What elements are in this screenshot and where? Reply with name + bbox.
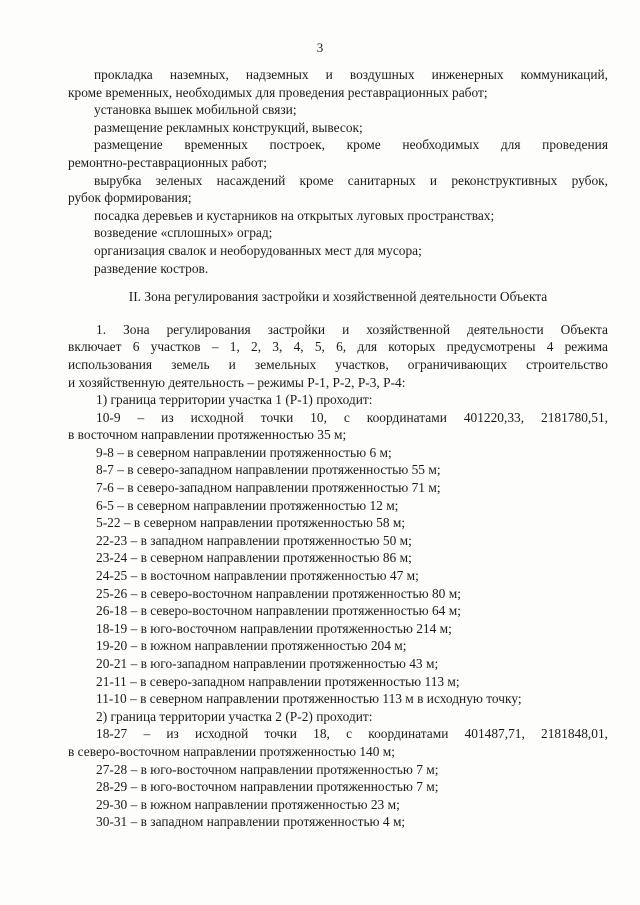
text-line: 22-23 – в западном направлении протяженностью 50 м;	[96, 532, 412, 548]
list-line: возведение «сплошных» оград;	[94, 225, 273, 241]
list-line: организация свалок и необорудованных мест для мусора;	[94, 242, 422, 258]
text-line: 18-19 – в юго-восточном направлении протяженностью 214 м;	[96, 620, 452, 636]
text-line: 30-31 – в западном направлении протяженностью 4 м;	[96, 814, 406, 830]
text-line: 10-9 – из исходной точки 10, с координатами 401220,33, 2181780,51,	[96, 409, 608, 425]
text-line: 1. Зона регулирования застройки и хозяйственной деятельности Объекта	[96, 321, 608, 337]
text-line: 11-10 – в северном направлении протяженностью 113 м в исходную точку;	[96, 691, 522, 707]
text-line: 6-5 – в северном направлении протяженностью 12 м;	[96, 497, 399, 513]
text-line: 27-28 – в юго-восточном направлении протяженностью 7 м;	[96, 761, 439, 777]
list-line: вырубка зеленых насаждений кроме санитарных и реконструктивных рубок,	[94, 172, 608, 188]
list-line: установка вышек мобильной связи;	[94, 102, 297, 118]
text-line: использования земель и земельных участков, ограничивающих строительство	[68, 356, 608, 372]
text-line: 21-11 – в северо-западном направлении протяженностью 113 м;	[96, 673, 460, 689]
list-line: кроме временных, необходимых для проведения реставрационных работ;	[68, 84, 488, 100]
text-line: 1) граница территории участка 1 (Р-1) проходит:	[96, 392, 373, 408]
text-line: в северо-восточном направлении протяженностью 140 м;	[68, 743, 395, 759]
prohibited-activities-list	[68, 66, 608, 277]
list-line: размещение рекламных конструкций, вывесок;	[94, 119, 363, 135]
text-line: 8-7 – в северо-западном направлении протяженностью 55 м;	[96, 462, 441, 478]
text-line: и хозяйственную деятельность – режимы Р-1, Р-2, Р-3, Р-4:	[68, 374, 406, 390]
page-number: 3	[316, 40, 324, 55]
section-heading: II. Зона регулирования застройки и хозяйственной деятельности Объекта	[128, 289, 548, 305]
list-line: разведение костров.	[94, 260, 209, 276]
text-line: включает 6 участков – 1, 2, 3, 4, 5, 6, для которых предусмотрены 4 режима	[68, 339, 608, 355]
text-line: 5-22 – в северном направлении протяженностью 58 м;	[96, 515, 406, 531]
zone-description	[68, 321, 608, 831]
document-body	[68, 66, 608, 831]
text-line: 2) граница территории участка 2 (Р-2) проходит:	[96, 708, 373, 724]
text-line: 9-8 – в северном направлении протяженностью 6 м;	[96, 444, 392, 460]
text-line: 23-24 – в северном направлении протяженностью 86 м;	[96, 550, 412, 566]
text-line: 29-30 – в южном направлении протяженностью 23 м;	[96, 796, 400, 812]
text-line: 24-25 – в восточном направлении протяженностью 47 м;	[96, 568, 419, 584]
list-line: посадка деревьев и кустарников на открытых луговых пространствах;	[94, 207, 495, 223]
text-line: 19-20 – в южном направлении протяженностью 204 м;	[96, 638, 407, 654]
text-line: в восточном направлении протяженностью 35 м;	[68, 427, 347, 443]
text-line: 25-26 – в северо-восточном направлении протяженностью 80 м;	[96, 585, 461, 601]
text-line: 26-18 – в северо-восточном направлении протяженностью 64 м;	[96, 603, 461, 619]
list-line: ремонтно-реставрационных работ;	[68, 154, 267, 170]
text-line: 18-27 – из исходной точки 18, с координатами 401487,71, 2181848,01,	[96, 726, 608, 742]
list-line: прокладка наземных, надземных и воздушных инженерных коммуникаций,	[94, 67, 608, 82]
text-line: 20-21 – в юго-западном направлении протяженностью 43 м;	[96, 656, 439, 671]
text-line: 28-29 – в юго-восточном направлении протяженностью 7 м;	[96, 779, 439, 795]
list-line: размещение временных построек, кроме необходимых для проведения	[94, 137, 608, 153]
text-line: 7-6 – в северо-западном направлении протяженностью 71 м;	[96, 480, 441, 496]
list-line: рубок формирования;	[68, 190, 192, 206]
